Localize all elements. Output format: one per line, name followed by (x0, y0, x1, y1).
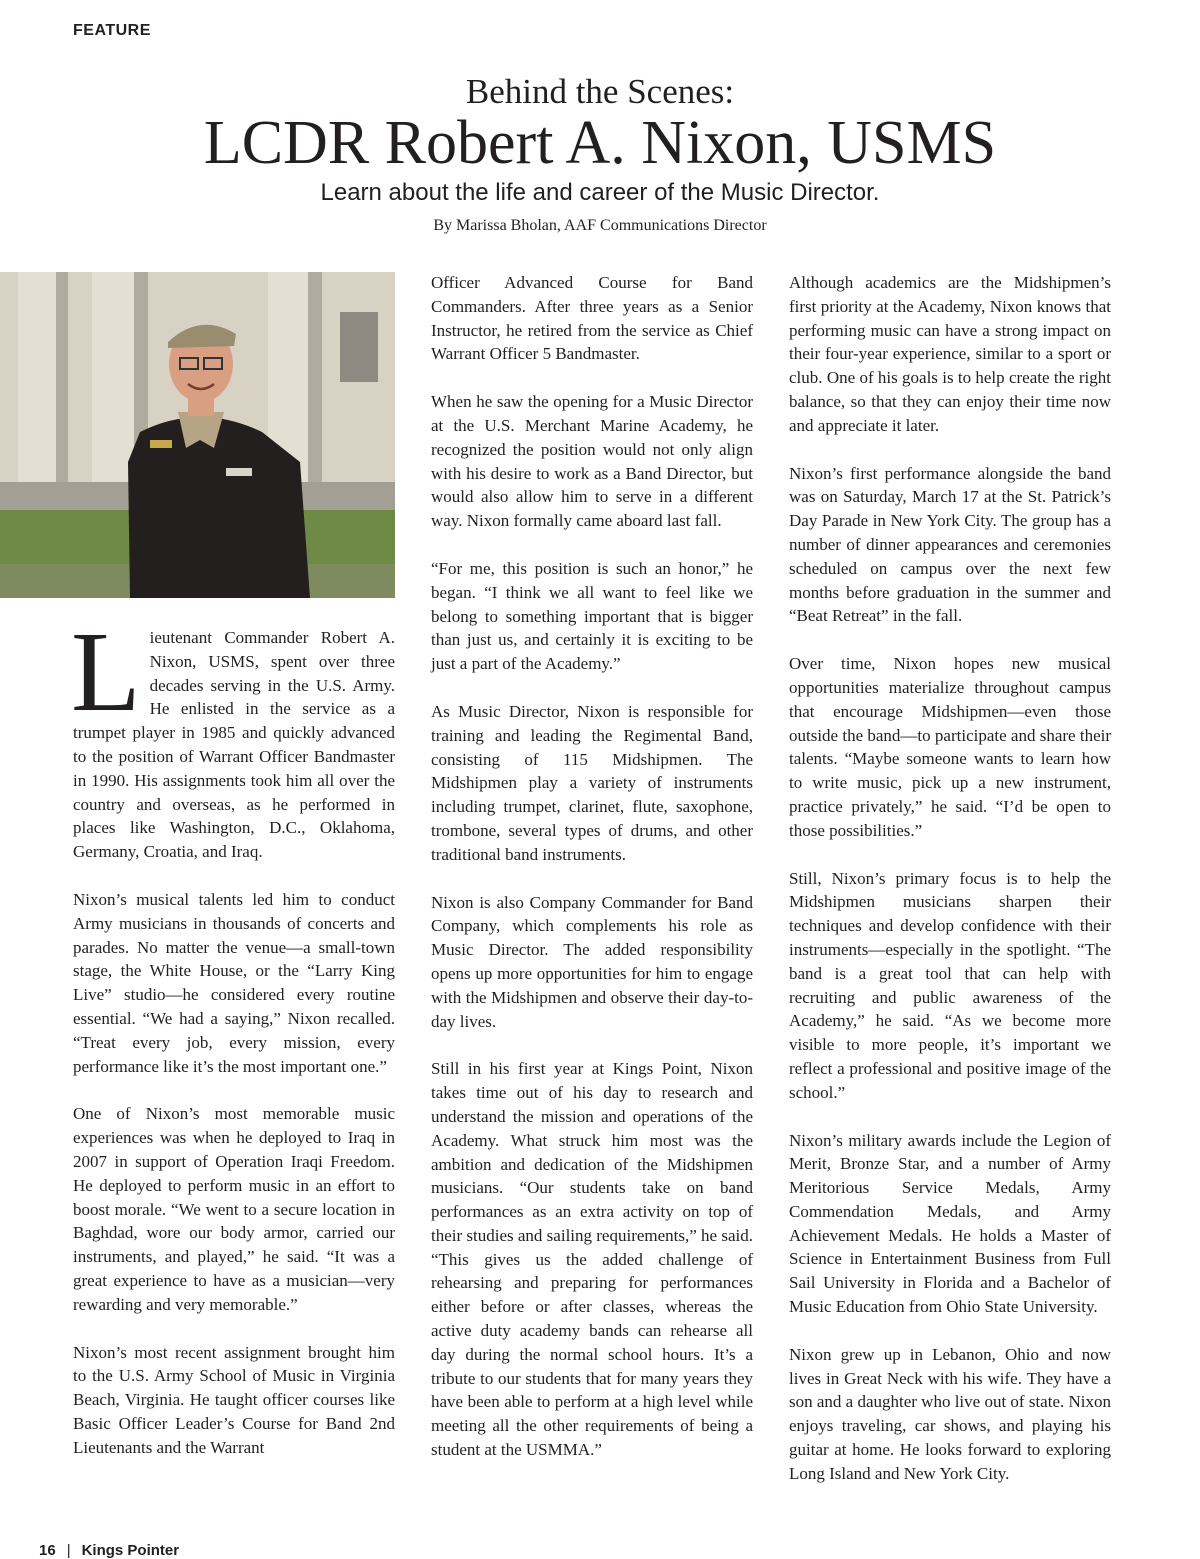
column-1-paragraph-3: One of Nixon’s most memorable music experiences was when he deployed to Iraq in 2007 in support of Operation Iraqi Freedom. He deployed to perform music in an effort to boost morale. “We went to a secure location in Baghdad, wore our body armor, carried our instruments, and played,” he said. “It was a great experience to have as a musician—very rewarding and very memorable.” (73, 1104, 395, 1314)
footer-separator: | (66, 1542, 71, 1559)
column-3-paragraph-1: Although academics are the Midshipmen’s first priority at the Academy, Nixon knows that performing music can have a strong impact on their four-year experience, similar to a sport or club. One of his goals is to help create the right balance, so that they can enjoy their time now and appreciate it later. (789, 273, 1111, 435)
column-2-paragraph-3: “For me, this position is such an honor,” he began. “I think we all want to feel like we belong to something important that is bigger than just us, and certainly it is exciting to be just a part of the Academy.” (431, 558, 753, 674)
portrait-photo (0, 272, 395, 598)
photo-column-shadow-1 (56, 272, 68, 512)
column-1-paragraph-1 (71, 608, 395, 864)
photo-column-center (92, 272, 134, 512)
byline: By Marissa Bholan, AAF Communications Director (433, 217, 767, 234)
column-1-paragraph-2: Nixon’s musical talents led him to conduct Army musicians in thousands of concerts and parades. No matter the venue—a small-town stage, the White House, or the “Larry King Live” studio—he considered every routine essential. “We had a saying,” Nixon recalled. “Treat every job, every mission, every performance like it’s the most important one.” (73, 889, 395, 1076)
portrait-illustration (0, 272, 395, 598)
article-column-2 (431, 271, 753, 1486)
column-3-paragraph-3: Over time, Nixon hopes new musical opportunities materialize throughout campus that encourage Midshipmen—even those outside the band—to participate and share their talents. “Maybe someone wants to learn how to write music, pick up a new instrument, practice privately,” he said. “I’d be open to those possibilities.” (789, 654, 1111, 840)
column-2-paragraph-2: When he saw the opening for a Music Director at the U.S. Merchant Marine Academy, he recognized the position would not only align with his desire to work as a Band Director, but would also allow him to serve in a different way. Nixon formally came aboard last fall. (431, 392, 753, 531)
column-2-paragraph-6: Still in his first year at Kings Point, Nixon takes time out of his day to research and understand the mission and operations of the Academy. What struck him most was the ambition and dedication of the Midshipmen musicians. “Our students take on band performances as an extra activity on top of their studies and sailing requirements,” he said. “This gives us the added challenge of rehearsing and preparing for performances either before or after classes, whereas the active duty academy bands can rehearse all day during the normal school hours. It’s a tribute to our students that for many years they have been able to perform at a high level while meeting all the other requirements of being a student at the USMMA.” (431, 1059, 753, 1460)
publication-name: Kings Pointer (81, 1542, 180, 1559)
subhead: Learn about the life and career of the Music Director. (320, 179, 880, 206)
page-number: 16 (39, 1542, 56, 1559)
photo-window (340, 312, 378, 382)
column-2-paragraph-5: Nixon is also Company Commander for Band Company, which complements his role as Music Director. The added responsibility opens up more opportunities for him to engage with the Midshipmen and observe their day-to-day lives. (431, 892, 753, 1031)
article-column-1 (71, 608, 395, 1484)
column-3-paragraph-6: Nixon grew up in Lebanon, Ohio and now lives in Great Neck with his wife. They have a son and a daughter who live out of state. Nixon enjoys traveling, car shows, and playing his guitar at home. He looks forward to exploring Long Island and New York City. (789, 1344, 1111, 1483)
column-3-paragraph-2: Nixon’s first performance alongside the band was on Saturday, March 17 at the St. Patrick’s Day Parade in New York City. The group has a number of dinner appearances and ceremonies scheduled on campus over the next few months before graduation in the summer and “Beat Retreat” in the fall. (789, 463, 1111, 626)
photo-shoulder-board (150, 440, 172, 448)
column-2-paragraph-4: As Music Director, Nixon is responsible for training and leading the Regimental Band, consisting of 115 Midshipmen. The Midshipmen play a variety of instruments including trumpet, clarinet, flute, saxophone, trombone, several types of drums, and other traditional band instruments. (431, 701, 753, 864)
photo-column-shadow-3 (308, 272, 322, 512)
column-1-paragraph-1-text: ieutenant Commander Robert A. Nixon, USMS, spent over three decades serving in the U.S. Army. He enlisted in the service as a trumpet player in 1985 and quickly advanced to the position of Warrant Officer Bandmaster in 1990. His assignments took him all over the country and overseas, as he performed in places like Washington, D.C., Oklahoma, Germany, Croatia, and Iraq. (73, 628, 395, 862)
column-2-paragraph-1: Officer Advanced Course for Band Commanders. After three years as a Senior Instructor, he retired from the service as Chief Warrant Officer 5 Bandmaster. (431, 273, 753, 364)
column-3-paragraph-4: Still, Nixon’s primary focus is to help the Midshipmen musicians sharpen their techniques and develop confidence with their instruments—especially in the spotlight. “The band is a great tool that can help with recruiting and public awareness of the Academy,” he said. “As we become more visible to more people, it’s important we reflect a professional and positive image of the school.” (789, 868, 1111, 1102)
article-column-3 (789, 271, 1111, 1510)
column-1-paragraph-4: Nixon’s most recent assignment brought him to the U.S. Army School of Music in Virginia Beach, Virginia. He taught officer courses like Basic Officer Leader’s Course for Band 2nd Lieutenants and the Warrant (73, 1342, 395, 1457)
section-label: FEATURE (73, 22, 151, 39)
column-3-paragraph-5: Nixon’s military awards include the Legion of Merit, Bronze Star, and a number of Army Meritorious Service Medals, Army Commendation Medals, and Army Achievement Medals. He holds a Master of Science in Entertainment Business from Full Sail University in Florida and a Bachelor of Music Education from Ohio State University. (789, 1130, 1111, 1317)
photo-name-tag (226, 468, 252, 476)
drop-cap: L (71, 608, 141, 735)
page-footer (39, 1542, 179, 1559)
headline: LCDR Robert A. Nixon, USMS (203, 109, 997, 177)
photo-column-left (18, 272, 56, 512)
kicker: Behind the Scenes: (465, 72, 735, 111)
